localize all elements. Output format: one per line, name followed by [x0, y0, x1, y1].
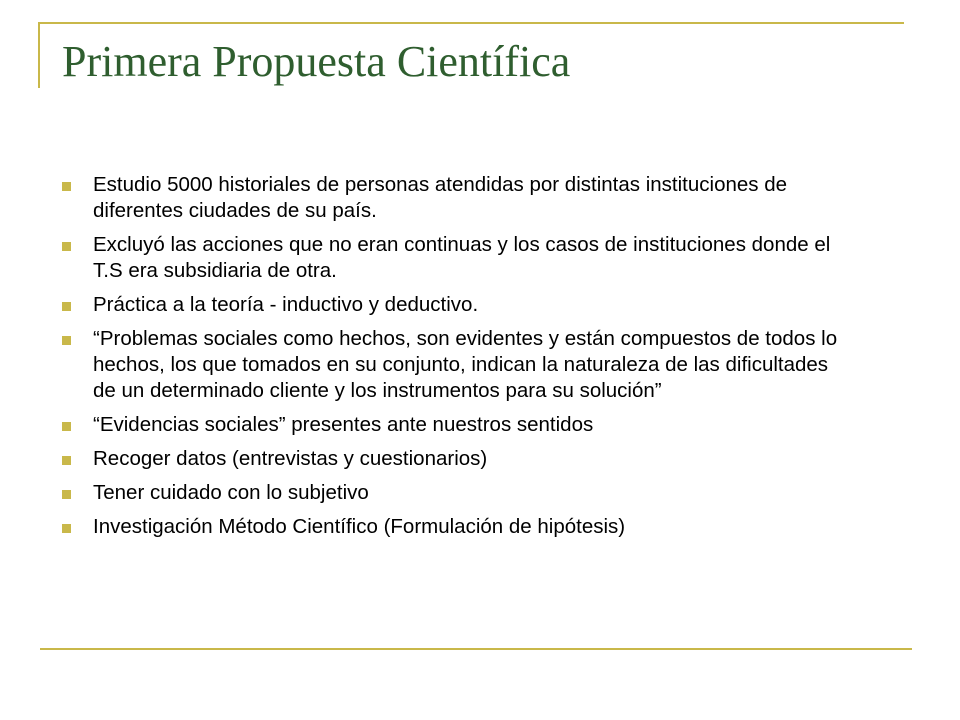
slide-title: Primera Propuesta Científica	[62, 37, 571, 86]
bullet-item	[62, 412, 842, 438]
bullet-item	[62, 514, 842, 540]
square-bullet-icon	[62, 336, 71, 345]
bullet-item	[62, 232, 842, 284]
bottom-rule	[40, 648, 912, 650]
bullet-text: Investigación Método Científico (Formulación de hipótesis)	[93, 515, 626, 538]
bullet-item	[62, 172, 842, 224]
left-rule	[38, 22, 40, 88]
square-bullet-icon	[62, 242, 71, 251]
square-bullet-icon	[62, 524, 71, 533]
bullet-text: “Evidencias sociales” presentes ante nuestros sentidos	[93, 413, 594, 436]
bullet-text: Estudio 5000 historiales de personas atendidas por distintas instituciones de diferentes ciudades de su país.	[93, 173, 788, 222]
top-rule	[38, 22, 904, 24]
bullet-item	[62, 446, 842, 472]
bullet-text: Excluyó las acciones que no eran continuas y los casos de instituciones donde el T.S era subsidiaria de otra.	[93, 233, 831, 282]
bullet-text: Recoger datos (entrevistas y cuestionarios)	[93, 447, 488, 470]
square-bullet-icon	[62, 456, 71, 465]
square-bullet-icon	[62, 490, 71, 499]
square-bullet-icon	[62, 182, 71, 191]
bullet-text: Práctica a la teoría - inductivo y deductivo.	[93, 293, 479, 316]
bullet-item	[62, 292, 842, 318]
bullet-text: Tener cuidado con lo subjetivo	[93, 481, 369, 504]
square-bullet-icon	[62, 302, 71, 311]
square-bullet-icon	[62, 422, 71, 431]
bullet-list	[62, 172, 842, 548]
bullet-item	[62, 480, 842, 506]
bullet-item	[62, 326, 842, 404]
bullet-text: “Problemas sociales como hechos, son evidentes y están compuestos de todos lo hechos, los que tomados en su conjunto, indican la naturaleza de las dificultades de un determinado cliente y los instrumentos para su solución”	[93, 327, 838, 402]
